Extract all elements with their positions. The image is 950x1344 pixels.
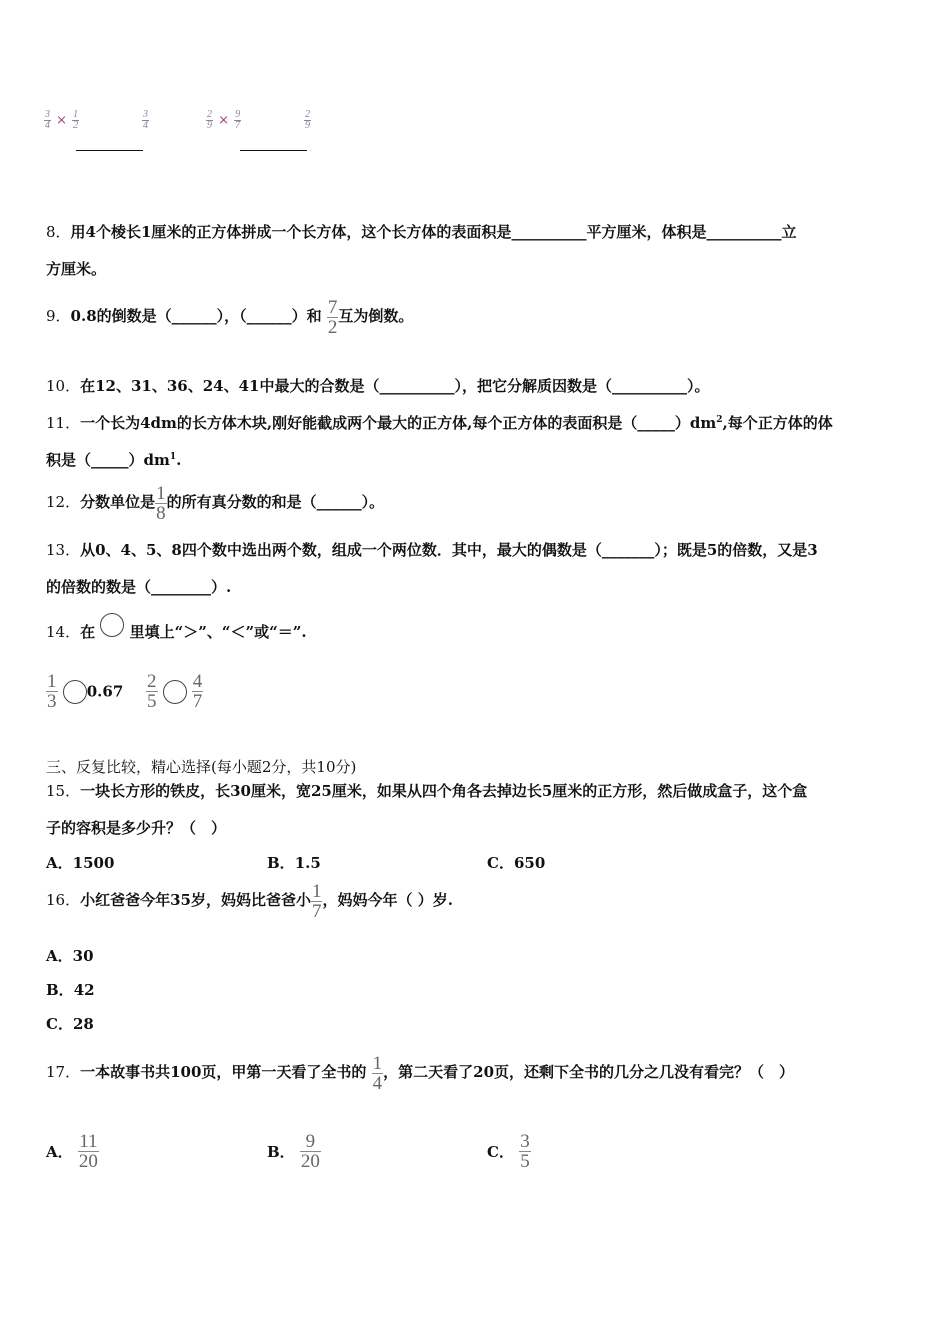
blank[interactable]: _______ xyxy=(601,541,655,559)
blank[interactable]: __________ xyxy=(706,223,782,241)
top-expression-right xyxy=(206,110,241,131)
blank[interactable]: _____ xyxy=(91,451,129,469)
question-14: 14．在 里填上“＞”、“＜”或“＝”. xyxy=(46,610,307,654)
question-16: 16．小红爸爸今年35岁，妈妈比爸爸小 $\frac{1}{7}$ ，妈妈今年（ ）岁. xyxy=(46,880,453,922)
fraction: $\frac{2}{9}$ xyxy=(207,109,212,131)
compare-item-2 xyxy=(146,672,203,711)
blank[interactable]: __________ xyxy=(611,377,687,395)
fraction: $\frac{4}{7}$ xyxy=(192,671,203,712)
blank[interactable]: ______ xyxy=(246,307,292,325)
top-expression-right-compare xyxy=(304,110,311,131)
question-15-cont: 子的容积是多少升？（ ） xyxy=(46,819,227,837)
fraction: $\frac{1}{3}$ xyxy=(47,671,57,712)
fraction: $\frac{7}{2}$ xyxy=(327,296,338,338)
question-8-cont: 方厘米。 xyxy=(46,260,107,278)
compare-item-1: $\frac{1}{3}$ 0.67 xyxy=(47,671,124,712)
fraction: $\frac{1}{2}$ xyxy=(73,109,79,131)
option-b[interactable]: B．1.5 xyxy=(267,854,321,872)
fraction: $\frac{1}{8}$ xyxy=(156,482,166,524)
question-12: 12．分数单位是 $\frac{1}{8}$ 的所有真分数的和是（______）。 xyxy=(46,482,385,524)
option-c[interactable]: C．650 xyxy=(487,854,546,872)
fraction: $\frac{3}{4}$ xyxy=(45,109,50,131)
compare-circle[interactable] xyxy=(163,680,187,704)
blank[interactable]: __________ xyxy=(511,223,587,241)
question-13-cont: 的倍数的数是（________）. xyxy=(46,578,232,596)
fraction: $\frac{11}{20}$ xyxy=(78,1131,98,1172)
compare-circle[interactable] xyxy=(63,680,87,704)
option-b[interactable]: B． $\frac{9}{20}$ xyxy=(267,1131,320,1172)
question-11: 11．一个长为4dm的长方体木块,刚好能截成两个最大的正方体,每个正方体的表面积是$(\_\_\_\_\_)dm^2$,每个正方体的体 xyxy=(46,414,833,432)
option-c[interactable]: C． $\frac{3}{5}$ xyxy=(487,1131,530,1172)
fraction: $\frac{2}{5}$ xyxy=(147,671,157,712)
blank[interactable]: _____ xyxy=(637,414,675,432)
circle-icon xyxy=(100,613,124,637)
fraction: $\frac{1}{7}$ xyxy=(311,880,322,922)
fraction: $\frac{9}{20}$ xyxy=(300,1131,320,1172)
times-sign: × xyxy=(218,113,229,128)
option-a[interactable]: A．1500 xyxy=(46,854,115,872)
blank[interactable]: ______ xyxy=(171,307,217,325)
answer-line[interactable] xyxy=(76,150,143,151)
blank[interactable]: __________ xyxy=(379,377,455,395)
top-expression-left-compare xyxy=(142,110,149,131)
question-9: 9．0.8的倒数是（______），（______）和 $\frac{7}{2}$ 互为倒数。 xyxy=(46,296,414,338)
times-sign: × xyxy=(56,113,67,128)
option-b[interactable]: B．42 xyxy=(46,981,95,999)
option-c[interactable]: C．28 xyxy=(46,1015,94,1033)
fraction: $\frac{3}{5}$ xyxy=(520,1131,530,1172)
answer-line[interactable] xyxy=(240,150,307,151)
blank[interactable]: ________ xyxy=(151,578,212,596)
question-13: 13．从0、4、5、8四个数中选出两个数，组成一个两位数．其中，最大的偶数是（_______）；既是5的倍数，又是3 xyxy=(46,541,818,559)
question-17: 17．一本故事书共100页，甲第一天看了全书的 $\frac{1}{4}$ ，第二天看了20页，还剩下全书的几分之几没有看完？（ ） xyxy=(46,1052,795,1094)
section-title: 三、反复比较，精心选择(每小题2分，共10分) xyxy=(46,758,357,776)
top-expression-left xyxy=(44,110,79,131)
option-a[interactable]: A． $\frac{11}{20}$ xyxy=(46,1131,98,1172)
fraction: $\frac{2}{9}$ xyxy=(305,109,310,131)
question-8: 8．用4个棱长1厘米的正方体拼成一个长方体，这个长方体的表面积是__________平方厘米，体积是__________立 xyxy=(46,223,797,241)
question-10: 10．在12、31、36、24、41中最大的合数是（__________），把它分解质因数是（__________）。 xyxy=(46,377,710,395)
fraction: $\frac{9}{7}$ xyxy=(235,109,241,131)
fraction: $\frac{1}{4}$ xyxy=(372,1052,383,1094)
question-15: 15．一块长方形的铁皮，长30厘米，宽25厘米，如果从四个角各去掉边长5厘米的正方形，然后做成盒子，这个盒 xyxy=(46,782,808,800)
option-a[interactable]: A．30 xyxy=(46,947,94,965)
blank[interactable]: ______ xyxy=(316,493,362,511)
fraction: $\frac{3}{4}$ xyxy=(143,109,148,131)
question-11-cont: 积是$(\_\_\_\_\_)dm^1$. xyxy=(46,451,182,469)
